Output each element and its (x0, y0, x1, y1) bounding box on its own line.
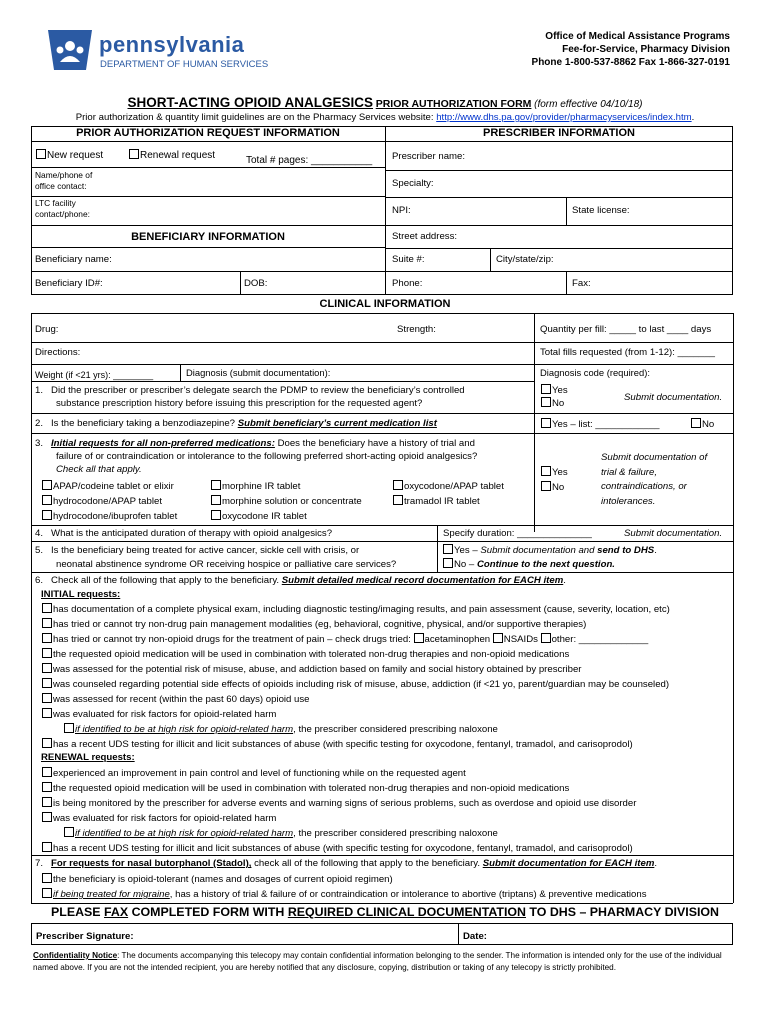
beneficiary-id[interactable]: Beneficiary ID#: (35, 278, 103, 289)
q3-opt8[interactable]: oxycodone IR tablet (211, 509, 362, 524)
title-main: SHORT-ACTING OPIOID ANALGESICS (127, 95, 374, 110)
office-line2: Fee-for-Service, Pharmacy Division (562, 44, 730, 55)
confidentiality-notice: Confidentiality Notice: The documents accompanying this telecopy may contain confidential information belonging to the sender. The information is intended only for the use of the individual named above. If you are not the intended recipient, you are hereby notified that any disclosure, copying, distribution or taking of any telecopy is strictly prohibited. (33, 951, 722, 972)
directions-field[interactable]: Directions: (35, 347, 81, 358)
q3-opt5[interactable]: morphine solution or concentrate (211, 494, 362, 509)
signature-field[interactable]: Prescriber Signature: (36, 931, 134, 942)
q1-no-checkbox[interactable] (541, 397, 551, 407)
clinical-header: CLINICAL INFORMATION (319, 298, 451, 310)
q3-yes[interactable]: Yes (541, 465, 568, 480)
q5-yes[interactable]: Yes – Submit documentation and send to DHS. (443, 544, 657, 558)
initial-item-1[interactable]: has documentation of a complete physical exam, including diagnostic testing/imaging results, and pain assessment (cause, severity, location, etc) (42, 603, 670, 615)
renewal-uds[interactable]: has a recent UDS testing for illicit and licit substances of abuse (with specific testing for oxycodone, fentanyl, tramadol, and carisoprodol) (42, 842, 633, 854)
beneficiary-dob[interactable]: DOB: (244, 278, 268, 289)
q1-submit: Submit documentation. (624, 392, 723, 403)
prescriber-street[interactable]: Street address: (392, 231, 458, 242)
q3-opt6[interactable]: tramadol IR tablet (393, 494, 504, 509)
q3-col3 (393, 479, 504, 509)
q1-yes-checkbox[interactable] (541, 384, 551, 394)
q4-submit: Submit documentation. (624, 528, 723, 539)
renewal-item-4[interactable]: was evaluated for risk factors for opioid-related harm (42, 812, 276, 824)
q1-options (541, 384, 568, 410)
initial-item-5[interactable]: was assessed for the potential risk of misuse, abuse, and addiction based on family and social history obtained by prescriber (42, 663, 581, 675)
initial-item-4[interactable]: the requested opioid medication will be used in combination with tolerated non-drug therapies and non-opioid medications (42, 648, 569, 660)
ltc-label: LTC facility contact/phone: (35, 198, 90, 219)
name-phone-label: Name/phone of office contact: (35, 170, 93, 191)
date-field[interactable]: Date: (463, 931, 487, 942)
initial-naloxone[interactable]: if identified to be at high risk for opioid-related harm, the prescriber considered prescribing naloxone (64, 723, 498, 735)
total-pages[interactable]: Total # pages: ___________ (246, 155, 373, 166)
q7-item-2[interactable]: if being treated for migraine, has a history of trial & failure of or contraindication or intolerance to abortive (triptans) & preventive medications (42, 888, 647, 900)
initial-header: INITIAL requests: (41, 589, 121, 600)
question-1: 1. Did the prescriber or prescriber’s delegate search the PDMP to review the beneficiary’s controlled substance prescription history before issuing this prescription for the requested agent? (35, 385, 465, 409)
drug-field[interactable]: Drug: (35, 324, 59, 335)
prescriber-specialty[interactable]: Specialty: (392, 178, 434, 189)
renewal-request-label: Renewal request (140, 150, 216, 161)
total-fills-field[interactable]: Total fills requested (from 1-12): _______ (540, 347, 715, 358)
prescriber-suite[interactable]: Suite #: (392, 254, 425, 265)
renewal-request-checkbox[interactable] (129, 149, 139, 159)
signature-box (31, 923, 733, 945)
logo-dept: DEPARTMENT OF HUMAN SERVICES (100, 59, 269, 70)
q5-options (443, 544, 657, 572)
q3-opt4[interactable]: hydrocodone/APAP tablet (42, 494, 177, 509)
office-info (532, 30, 730, 69)
guideline-suffix: . (691, 112, 695, 123)
prescriber-phone[interactable]: Phone: (392, 278, 423, 289)
renewal-header: RENEWAL requests: (41, 752, 135, 763)
question-5: 5. Is the beneficiary being treated for active cancer, sickle cell with crisis, or neonatal abstinence syndrome OR receiving hospice or palliative care services? (35, 545, 397, 570)
strength-field[interactable]: Strength: (397, 324, 436, 335)
q4-specify[interactable]: Specify duration: ______________ (443, 528, 592, 539)
renewal-naloxone[interactable]: if identified to be at high risk for opioid-related harm, the prescriber considered prescribing naloxone (64, 827, 498, 839)
diag-code-field[interactable]: Diagnosis code (required): (540, 367, 650, 378)
beneficiary-name[interactable]: Beneficiary name: (35, 254, 112, 265)
question-4: 4. What is the anticipated duration of therapy with opioid analgesics? (35, 528, 333, 539)
q2-yes-checkbox[interactable] (541, 418, 551, 428)
prescriber-npi[interactable]: NPI: (392, 205, 411, 216)
pa-request-header: PRIOR AUTHORIZATION REQUEST INFORMATION (76, 127, 340, 139)
renewal-item-1[interactable]: experienced an improvement in pain control and level of functioning while on the requested agent (42, 767, 466, 779)
question-3: 3. Initial requests for all non-preferred medications: Does the beneficiary have a history of trial and failure of or contraindication or intolerance to the following preferred short-acting opioid analgesics? Check all that apply. (35, 438, 478, 475)
initial-uds[interactable]: has a recent UDS testing for illicit and licit substances of abuse (with specific testing for oxycodone, fentanyl, tramadol, and carisoprodol) (42, 738, 633, 750)
q3-opt1[interactable]: APAP/codeine tablet or elixir (42, 479, 177, 494)
guideline-link[interactable]: http://www.dhs.pa.gov/provider/pharmacyservices/index.htm (436, 112, 692, 123)
prescriber-city[interactable]: City/state/zip: (496, 254, 554, 265)
initial-item-6[interactable]: was counseled regarding potential side effects of opioids including risk of misuse, abuse, addiction (if <21 yo, parent/guardian may be counseled) (42, 678, 669, 690)
prescriber-state-license[interactable]: State license: (572, 205, 630, 216)
q5-no[interactable]: No – Continue to the next question. (443, 558, 657, 572)
prescriber-name[interactable]: Prescriber name: (392, 151, 466, 162)
q3-opt7[interactable]: hydrocodone/ibuprofen tablet (42, 509, 177, 524)
form-title (0, 95, 770, 110)
diagnosis-field[interactable]: Diagnosis (submit documentation): (186, 367, 331, 378)
keystone-icon (44, 26, 96, 74)
quantity-field[interactable]: Quantity per fill: _____ to last ____ days (540, 324, 712, 335)
renewal-request[interactable] (129, 149, 215, 161)
beneficiary-header: BENEFICIARY INFORMATION (131, 231, 285, 243)
dhs-logo (44, 26, 294, 76)
title-effective: (form effective 04/10/18) (534, 99, 643, 110)
initial-item-7[interactable]: was assessed for recent (within the past 60 days) opioid use (42, 693, 310, 705)
renewal-item-3[interactable]: is being monitored by the prescriber for adverse events and warning signs of serious problems, such as overdose and opioid use disorder (42, 797, 636, 809)
q1-yes[interactable]: Yes (541, 384, 568, 397)
renewal-item-2[interactable]: the requested opioid medication will be used in combination with tolerated non-drug therapies and non-opioid medications (42, 782, 569, 794)
new-request-label: New request (47, 150, 104, 161)
weight-field[interactable]: Weight (if <21 yrs): ________ (35, 370, 154, 380)
logo-name: pennsylvania (99, 32, 245, 57)
question-7: 7. For requests for nasal butorphanol (Stadol), check all of the following that apply to the beneficiary. Submit documentation for EACH item. (35, 858, 658, 869)
question-2: 2. Is the beneficiary taking a benzodiazepine? Submit beneficiary’s current medication list (35, 418, 437, 429)
q3-opt2[interactable]: morphine IR tablet (211, 479, 362, 494)
title-sub: PRIOR AUTHORIZATION FORM (375, 98, 532, 110)
guideline-line (0, 112, 770, 123)
q3-options (541, 465, 568, 495)
q3-col2 (211, 479, 362, 524)
q2-yes[interactable]: Yes – list: ____________ (541, 418, 659, 430)
initial-item-3[interactable]: has tried or cannot try non-opioid drugs for the treatment of pain – check drugs tried: acetaminophen NSAIDs other: _____________ (42, 633, 648, 645)
guideline-prefix: Prior authorization & quantity limit guidelines are on the Pharmacy Services website: (75, 112, 434, 123)
q3-submit: Submit documentation of trial & failure, contraindications, or intolerances. (601, 452, 708, 507)
fax-instruction: PLEASE FAX COMPLETED FORM WITH REQUIRED CLINICAL DOCUMENTATION TO DHS – PHARMACY DIVISION (50, 905, 719, 919)
office-line3: Phone 1-800-537-8862 Fax 1-866-327-0191 (531, 57, 730, 68)
new-request-checkbox[interactable] (36, 149, 46, 159)
prescriber-header: PRESCRIBER INFORMATION (483, 127, 635, 139)
q3-col1 (42, 479, 177, 524)
new-request[interactable] (36, 149, 103, 161)
office-line1: Office of Medical Assistance Programs (545, 31, 730, 42)
initial-item-2[interactable]: has tried or cannot try non-drug pain management modalities (eg, behavioral, cognitive, physical, and/or supportive therapies) (42, 618, 586, 630)
question-6: 6. Check all of the following that apply to the beneficiary. Submit detailed medical record documentation for EACH item. (35, 575, 566, 586)
initial-item-8[interactable]: was evaluated for risk factors for opioid-related harm (42, 708, 276, 720)
q2-no-checkbox[interactable] (691, 418, 701, 428)
prescriber-fax[interactable]: Fax: (572, 278, 591, 289)
q7-item-1[interactable]: the beneficiary is opioid-tolerant (names and dosages of current opioid regimen) (42, 873, 393, 885)
q2-no[interactable]: No (691, 418, 714, 430)
q3-opt3[interactable]: oxycodone/APAP tablet (393, 479, 504, 494)
q1-no[interactable]: No (541, 397, 568, 410)
q3-no[interactable]: No (541, 480, 568, 495)
